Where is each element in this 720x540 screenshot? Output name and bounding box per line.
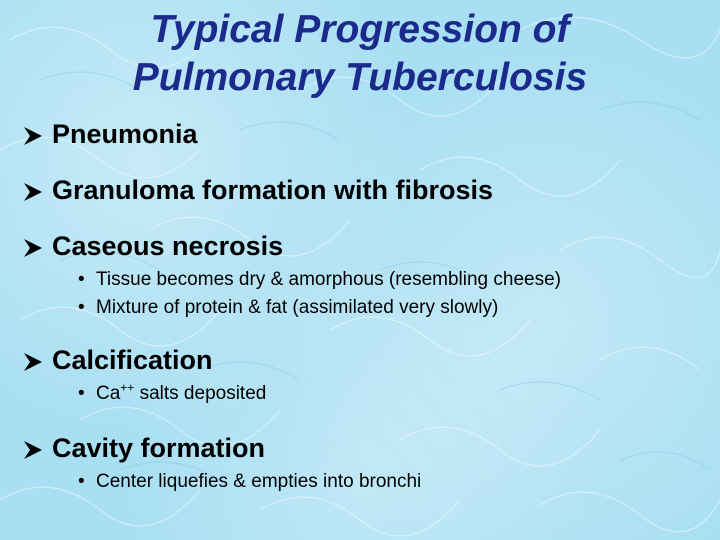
- arrowhead-bullet-icon: [22, 351, 44, 373]
- arrowhead-bullet-icon: [22, 125, 44, 147]
- bullet-dot-icon: •: [78, 471, 85, 492]
- sub-bullet-text: Mixture of protein & fat (assimilated very slowly): [96, 297, 499, 318]
- arrowhead-bullet-icon: [22, 439, 44, 461]
- bullet-pneumonia: [22, 118, 198, 150]
- sub-bullet-superscript: ++: [120, 380, 135, 395]
- bullet-dot-icon: •: [78, 383, 85, 404]
- bullet-caseous-necrosis: [22, 230, 283, 262]
- bullet-dot-icon: •: [78, 269, 85, 290]
- sub-bullet-caseous-1: [78, 268, 561, 292]
- title-line-2: Pulmonary Tuberculosis: [132, 56, 588, 99]
- sub-bullet-text-post: salts deposited: [134, 383, 267, 404]
- arrowhead-bullet-icon: [22, 181, 44, 203]
- bullet-granuloma: [22, 174, 493, 206]
- bullet-label: Caseous necrosis: [52, 231, 284, 261]
- sub-bullet-text: Tissue becomes dry & amorphous (resembling cheese): [96, 269, 561, 290]
- bullet-cavity-formation: [22, 432, 265, 464]
- sub-bullet-caseous-2: [78, 296, 498, 320]
- title-line-1: Typical Progression of: [150, 8, 570, 51]
- arrowhead-bullet-icon: [22, 237, 44, 259]
- bullet-dot-icon: •: [78, 297, 85, 318]
- sub-bullet-text-pre: Ca: [96, 383, 121, 404]
- bullet-label: Cavity formation: [52, 433, 266, 463]
- sub-bullet-text: Center liquefies & empties into bronchi: [96, 471, 422, 492]
- sub-bullet-cavity-1: [78, 470, 421, 494]
- bullet-label: Calcification: [52, 345, 213, 375]
- bullet-calcification: [22, 344, 213, 376]
- bullet-label: Granuloma formation with fibrosis: [52, 175, 494, 205]
- slide-title: [0, 6, 720, 102]
- sub-bullet-calcification-1: [78, 382, 266, 406]
- bullet-label: Pneumonia: [52, 119, 198, 149]
